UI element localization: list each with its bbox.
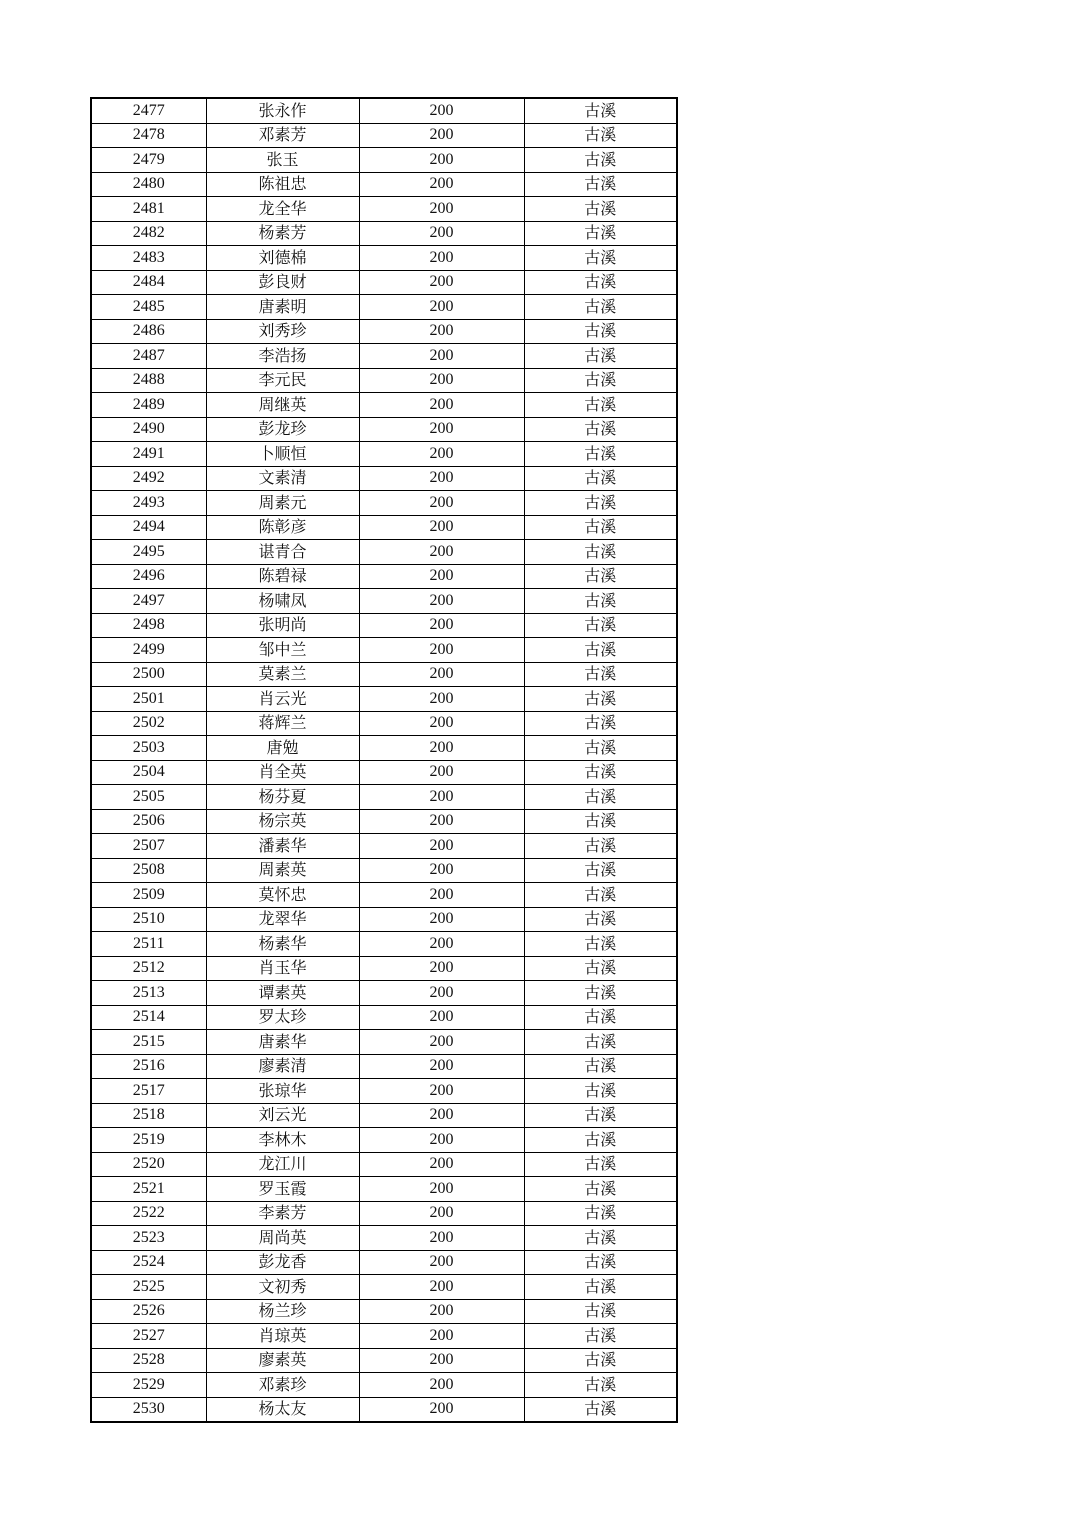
cell-amount: 200 bbox=[359, 883, 524, 908]
cell-amount: 200 bbox=[359, 981, 524, 1006]
table-row bbox=[91, 1005, 677, 1030]
cell-number: 2484 bbox=[91, 270, 206, 295]
table-row bbox=[91, 907, 677, 932]
cell-number: 2506 bbox=[91, 809, 206, 834]
cell-name: 周继英 bbox=[206, 393, 359, 418]
cell-location: 古溪 bbox=[524, 148, 677, 173]
cell-amount: 200 bbox=[359, 295, 524, 320]
cell-location: 古溪 bbox=[524, 956, 677, 981]
cell-location: 古溪 bbox=[524, 442, 677, 467]
cell-number: 2498 bbox=[91, 613, 206, 638]
table-row bbox=[91, 221, 677, 246]
table-row bbox=[91, 1128, 677, 1153]
cell-location: 古溪 bbox=[524, 393, 677, 418]
cell-location: 古溪 bbox=[524, 589, 677, 614]
cell-location: 古溪 bbox=[524, 736, 677, 761]
cell-number: 2518 bbox=[91, 1103, 206, 1128]
cell-name: 罗太珍 bbox=[206, 1005, 359, 1030]
cell-name: 杨兰珍 bbox=[206, 1299, 359, 1324]
cell-name: 廖素英 bbox=[206, 1348, 359, 1373]
table-row bbox=[91, 785, 677, 810]
cell-amount: 200 bbox=[359, 589, 524, 614]
cell-name: 龙翠华 bbox=[206, 907, 359, 932]
table-row bbox=[91, 1103, 677, 1128]
cell-name: 周素元 bbox=[206, 491, 359, 516]
table-row bbox=[91, 1397, 677, 1422]
table-row bbox=[91, 197, 677, 222]
cell-amount: 200 bbox=[359, 1324, 524, 1349]
cell-location: 古溪 bbox=[524, 932, 677, 957]
cell-location: 古溪 bbox=[524, 1201, 677, 1226]
cell-name: 邓素珍 bbox=[206, 1373, 359, 1398]
cell-location: 古溪 bbox=[524, 662, 677, 687]
cell-location: 古溪 bbox=[524, 270, 677, 295]
cell-name: 周尚英 bbox=[206, 1226, 359, 1251]
cell-amount: 200 bbox=[359, 393, 524, 418]
cell-number: 2486 bbox=[91, 319, 206, 344]
cell-location: 古溪 bbox=[524, 1250, 677, 1275]
cell-amount: 200 bbox=[359, 711, 524, 736]
cell-name: 谌青合 bbox=[206, 540, 359, 565]
table-row bbox=[91, 148, 677, 173]
table-row bbox=[91, 295, 677, 320]
cell-amount: 200 bbox=[359, 1152, 524, 1177]
cell-amount: 200 bbox=[359, 809, 524, 834]
cell-location: 古溪 bbox=[524, 344, 677, 369]
cell-number: 2516 bbox=[91, 1054, 206, 1079]
cell-number: 2491 bbox=[91, 442, 206, 467]
cell-name: 周素英 bbox=[206, 858, 359, 883]
table-row bbox=[91, 1226, 677, 1251]
cell-amount: 200 bbox=[359, 270, 524, 295]
cell-amount: 200 bbox=[359, 197, 524, 222]
cell-location: 古溪 bbox=[524, 491, 677, 516]
cell-number: 2485 bbox=[91, 295, 206, 320]
cell-amount: 200 bbox=[359, 368, 524, 393]
table-row bbox=[91, 98, 677, 123]
cell-location: 古溪 bbox=[524, 172, 677, 197]
table-row bbox=[91, 932, 677, 957]
cell-number: 2513 bbox=[91, 981, 206, 1006]
cell-number: 2522 bbox=[91, 1201, 206, 1226]
cell-number: 2526 bbox=[91, 1299, 206, 1324]
cell-amount: 200 bbox=[359, 172, 524, 197]
table-row bbox=[91, 564, 677, 589]
cell-location: 古溪 bbox=[524, 907, 677, 932]
cell-location: 古溪 bbox=[524, 246, 677, 271]
cell-number: 2511 bbox=[91, 932, 206, 957]
cell-number: 2523 bbox=[91, 1226, 206, 1251]
table-row bbox=[91, 638, 677, 663]
table-row bbox=[91, 956, 677, 981]
cell-number: 2515 bbox=[91, 1030, 206, 1055]
cell-name: 李浩扬 bbox=[206, 344, 359, 369]
cell-number: 2493 bbox=[91, 491, 206, 516]
table-row bbox=[91, 1177, 677, 1202]
cell-amount: 200 bbox=[359, 1054, 524, 1079]
cell-location: 古溪 bbox=[524, 564, 677, 589]
cell-name: 李素芳 bbox=[206, 1201, 359, 1226]
cell-name: 李元民 bbox=[206, 368, 359, 393]
table-row bbox=[91, 1054, 677, 1079]
cell-name: 彭良财 bbox=[206, 270, 359, 295]
table-row bbox=[91, 172, 677, 197]
cell-amount: 200 bbox=[359, 1079, 524, 1104]
cell-amount: 200 bbox=[359, 736, 524, 761]
cell-location: 古溪 bbox=[524, 1226, 677, 1251]
cell-name: 杨素芳 bbox=[206, 221, 359, 246]
cell-location: 古溪 bbox=[524, 809, 677, 834]
cell-number: 2480 bbox=[91, 172, 206, 197]
cell-location: 古溪 bbox=[524, 785, 677, 810]
table-row bbox=[91, 736, 677, 761]
cell-number: 2502 bbox=[91, 711, 206, 736]
cell-number: 2494 bbox=[91, 515, 206, 540]
cell-number: 2492 bbox=[91, 466, 206, 491]
cell-location: 古溪 bbox=[524, 858, 677, 883]
cell-amount: 200 bbox=[359, 221, 524, 246]
cell-amount: 200 bbox=[359, 1177, 524, 1202]
cell-name: 龙江川 bbox=[206, 1152, 359, 1177]
cell-location: 古溪 bbox=[524, 1103, 677, 1128]
cell-number: 2487 bbox=[91, 344, 206, 369]
cell-location: 古溪 bbox=[524, 613, 677, 638]
cell-name: 陈碧禄 bbox=[206, 564, 359, 589]
cell-location: 古溪 bbox=[524, 221, 677, 246]
cell-name: 蒋辉兰 bbox=[206, 711, 359, 736]
cell-number: 2490 bbox=[91, 417, 206, 442]
cell-number: 2530 bbox=[91, 1397, 206, 1422]
cell-amount: 200 bbox=[359, 1226, 524, 1251]
cell-location: 古溪 bbox=[524, 123, 677, 148]
cell-name: 李林木 bbox=[206, 1128, 359, 1153]
table-row bbox=[91, 246, 677, 271]
cell-number: 2508 bbox=[91, 858, 206, 883]
cell-amount: 200 bbox=[359, 1250, 524, 1275]
cell-number: 2504 bbox=[91, 760, 206, 785]
cell-amount: 200 bbox=[359, 466, 524, 491]
table-row bbox=[91, 1152, 677, 1177]
cell-amount: 200 bbox=[359, 1103, 524, 1128]
cell-number: 2510 bbox=[91, 907, 206, 932]
cell-location: 古溪 bbox=[524, 711, 677, 736]
cell-number: 2528 bbox=[91, 1348, 206, 1373]
cell-name: 莫素兰 bbox=[206, 662, 359, 687]
cell-name: 潘素华 bbox=[206, 834, 359, 859]
cell-name: 刘云光 bbox=[206, 1103, 359, 1128]
table-row bbox=[91, 1373, 677, 1398]
table-row bbox=[91, 981, 677, 1006]
cell-number: 2496 bbox=[91, 564, 206, 589]
cell-location: 古溪 bbox=[524, 197, 677, 222]
cell-amount: 200 bbox=[359, 858, 524, 883]
cell-name: 唐素明 bbox=[206, 295, 359, 320]
table-row bbox=[91, 1079, 677, 1104]
cell-name: 张琼华 bbox=[206, 1079, 359, 1104]
cell-amount: 200 bbox=[359, 148, 524, 173]
cell-name: 肖全英 bbox=[206, 760, 359, 785]
cell-number: 2497 bbox=[91, 589, 206, 614]
cell-number: 2501 bbox=[91, 687, 206, 712]
table-row bbox=[91, 123, 677, 148]
table-row bbox=[91, 687, 677, 712]
cell-location: 古溪 bbox=[524, 368, 677, 393]
table-row bbox=[91, 540, 677, 565]
cell-location: 古溪 bbox=[524, 1030, 677, 1055]
cell-amount: 200 bbox=[359, 344, 524, 369]
cell-location: 古溪 bbox=[524, 295, 677, 320]
cell-amount: 200 bbox=[359, 1275, 524, 1300]
cell-number: 2477 bbox=[91, 98, 206, 123]
cell-name: 肖玉华 bbox=[206, 956, 359, 981]
cell-amount: 200 bbox=[359, 932, 524, 957]
cell-amount: 200 bbox=[359, 417, 524, 442]
cell-number: 2503 bbox=[91, 736, 206, 761]
cell-amount: 200 bbox=[359, 123, 524, 148]
cell-name: 陈彰彦 bbox=[206, 515, 359, 540]
cell-number: 2499 bbox=[91, 638, 206, 663]
cell-number: 2481 bbox=[91, 197, 206, 222]
cell-number: 2524 bbox=[91, 1250, 206, 1275]
table-row bbox=[91, 515, 677, 540]
table-row bbox=[91, 344, 677, 369]
cell-amount: 200 bbox=[359, 442, 524, 467]
cell-amount: 200 bbox=[359, 564, 524, 589]
cell-name: 张玉 bbox=[206, 148, 359, 173]
table-row bbox=[91, 1275, 677, 1300]
cell-number: 2479 bbox=[91, 148, 206, 173]
cell-number: 2495 bbox=[91, 540, 206, 565]
cell-name: 杨啸凤 bbox=[206, 589, 359, 614]
table-row bbox=[91, 613, 677, 638]
cell-number: 2500 bbox=[91, 662, 206, 687]
cell-amount: 200 bbox=[359, 638, 524, 663]
cell-location: 古溪 bbox=[524, 1177, 677, 1202]
cell-location: 古溪 bbox=[524, 98, 677, 123]
table-row bbox=[91, 883, 677, 908]
cell-name: 杨芬夏 bbox=[206, 785, 359, 810]
table-row bbox=[91, 1201, 677, 1226]
cell-location: 古溪 bbox=[524, 1348, 677, 1373]
cell-amount: 200 bbox=[359, 246, 524, 271]
cell-number: 2489 bbox=[91, 393, 206, 418]
table-row bbox=[91, 393, 677, 418]
cell-name: 莫怀忠 bbox=[206, 883, 359, 908]
table-row bbox=[91, 491, 677, 516]
cell-name: 彭龙珍 bbox=[206, 417, 359, 442]
cell-location: 古溪 bbox=[524, 1079, 677, 1104]
cell-name: 邹中兰 bbox=[206, 638, 359, 663]
cell-name: 龙全华 bbox=[206, 197, 359, 222]
table-row bbox=[91, 442, 677, 467]
cell-location: 古溪 bbox=[524, 1152, 677, 1177]
cell-number: 2505 bbox=[91, 785, 206, 810]
cell-amount: 200 bbox=[359, 540, 524, 565]
cell-amount: 200 bbox=[359, 760, 524, 785]
cell-amount: 200 bbox=[359, 1005, 524, 1030]
cell-amount: 200 bbox=[359, 491, 524, 516]
cell-amount: 200 bbox=[359, 1299, 524, 1324]
table-body bbox=[91, 98, 677, 1422]
cell-amount: 200 bbox=[359, 1201, 524, 1226]
cell-location: 古溪 bbox=[524, 1299, 677, 1324]
cell-location: 古溪 bbox=[524, 981, 677, 1006]
cell-name: 刘德棉 bbox=[206, 246, 359, 271]
cell-name: 杨太友 bbox=[206, 1397, 359, 1422]
cell-amount: 200 bbox=[359, 98, 524, 123]
table-row bbox=[91, 834, 677, 859]
cell-name: 邓素芳 bbox=[206, 123, 359, 148]
cell-location: 古溪 bbox=[524, 515, 677, 540]
cell-amount: 200 bbox=[359, 319, 524, 344]
cell-location: 古溪 bbox=[524, 883, 677, 908]
table-row bbox=[91, 466, 677, 491]
cell-location: 古溪 bbox=[524, 834, 677, 859]
cell-number: 2507 bbox=[91, 834, 206, 859]
table-row bbox=[91, 368, 677, 393]
cell-amount: 200 bbox=[359, 956, 524, 981]
cell-amount: 200 bbox=[359, 1128, 524, 1153]
cell-number: 2483 bbox=[91, 246, 206, 271]
table-row bbox=[91, 319, 677, 344]
cell-amount: 200 bbox=[359, 515, 524, 540]
cell-amount: 200 bbox=[359, 834, 524, 859]
cell-name: 杨素华 bbox=[206, 932, 359, 957]
cell-location: 古溪 bbox=[524, 1373, 677, 1398]
cell-location: 古溪 bbox=[524, 540, 677, 565]
cell-amount: 200 bbox=[359, 1030, 524, 1055]
table-row bbox=[91, 711, 677, 736]
cell-name: 文素清 bbox=[206, 466, 359, 491]
cell-amount: 200 bbox=[359, 613, 524, 638]
cell-number: 2527 bbox=[91, 1324, 206, 1349]
data-table bbox=[90, 97, 678, 1423]
cell-number: 2521 bbox=[91, 1177, 206, 1202]
cell-number: 2482 bbox=[91, 221, 206, 246]
cell-name: 彭龙香 bbox=[206, 1250, 359, 1275]
cell-amount: 200 bbox=[359, 687, 524, 712]
table-row bbox=[91, 662, 677, 687]
table-row bbox=[91, 1324, 677, 1349]
cell-location: 古溪 bbox=[524, 1397, 677, 1422]
cell-location: 古溪 bbox=[524, 319, 677, 344]
cell-number: 2517 bbox=[91, 1079, 206, 1104]
cell-location: 古溪 bbox=[524, 1275, 677, 1300]
cell-name: 文初秀 bbox=[206, 1275, 359, 1300]
cell-name: 卜顺恒 bbox=[206, 442, 359, 467]
table-row bbox=[91, 589, 677, 614]
cell-location: 古溪 bbox=[524, 417, 677, 442]
cell-number: 2478 bbox=[91, 123, 206, 148]
table-row bbox=[91, 270, 677, 295]
cell-location: 古溪 bbox=[524, 1054, 677, 1079]
table-row bbox=[91, 809, 677, 834]
cell-location: 古溪 bbox=[524, 1128, 677, 1153]
cell-number: 2488 bbox=[91, 368, 206, 393]
cell-amount: 200 bbox=[359, 785, 524, 810]
cell-number: 2514 bbox=[91, 1005, 206, 1030]
cell-amount: 200 bbox=[359, 907, 524, 932]
cell-name: 谭素英 bbox=[206, 981, 359, 1006]
cell-location: 古溪 bbox=[524, 466, 677, 491]
cell-name: 罗玉霞 bbox=[206, 1177, 359, 1202]
cell-name: 张明尚 bbox=[206, 613, 359, 638]
cell-number: 2525 bbox=[91, 1275, 206, 1300]
table-row bbox=[91, 1030, 677, 1055]
cell-location: 古溪 bbox=[524, 1005, 677, 1030]
table-row bbox=[91, 1299, 677, 1324]
cell-name: 唐素华 bbox=[206, 1030, 359, 1055]
cell-number: 2520 bbox=[91, 1152, 206, 1177]
cell-location: 古溪 bbox=[524, 1324, 677, 1349]
cell-name: 张永作 bbox=[206, 98, 359, 123]
cell-name: 肖琼英 bbox=[206, 1324, 359, 1349]
table-row bbox=[91, 760, 677, 785]
cell-name: 唐勉 bbox=[206, 736, 359, 761]
cell-amount: 200 bbox=[359, 1397, 524, 1422]
cell-number: 2519 bbox=[91, 1128, 206, 1153]
cell-amount: 200 bbox=[359, 1373, 524, 1398]
cell-location: 古溪 bbox=[524, 638, 677, 663]
cell-number: 2512 bbox=[91, 956, 206, 981]
table-row bbox=[91, 417, 677, 442]
cell-number: 2509 bbox=[91, 883, 206, 908]
cell-location: 古溪 bbox=[524, 760, 677, 785]
cell-location: 古溪 bbox=[524, 687, 677, 712]
cell-amount: 200 bbox=[359, 662, 524, 687]
cell-number: 2529 bbox=[91, 1373, 206, 1398]
table-row bbox=[91, 1250, 677, 1275]
cell-name: 刘秀珍 bbox=[206, 319, 359, 344]
table-row bbox=[91, 858, 677, 883]
cell-amount: 200 bbox=[359, 1348, 524, 1373]
cell-name: 杨宗英 bbox=[206, 809, 359, 834]
cell-name: 廖素清 bbox=[206, 1054, 359, 1079]
cell-name: 肖云光 bbox=[206, 687, 359, 712]
table-row bbox=[91, 1348, 677, 1373]
cell-name: 陈祖忠 bbox=[206, 172, 359, 197]
